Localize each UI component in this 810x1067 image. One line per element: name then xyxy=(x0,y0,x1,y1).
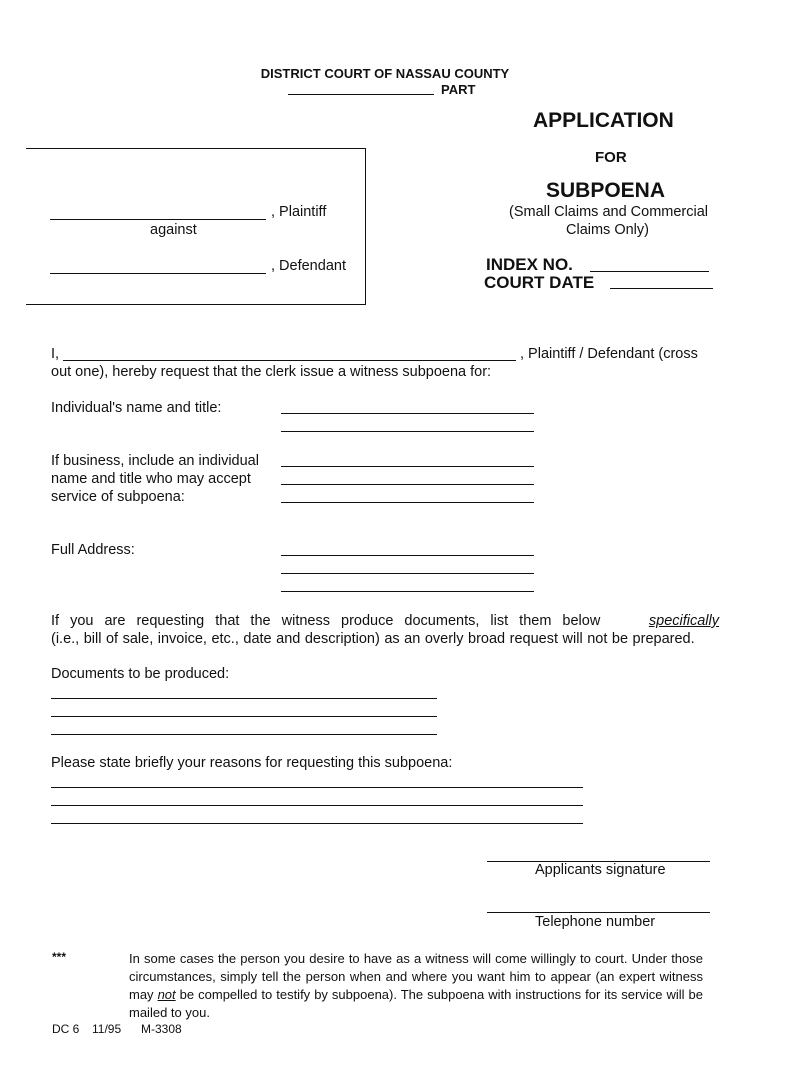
individual-label: Individual's name and title: xyxy=(51,400,222,416)
plaintiff-name-line[interactable] xyxy=(50,219,266,220)
reasons-line-3[interactable] xyxy=(51,823,583,824)
title-for: FOR xyxy=(595,149,627,166)
address-line-2[interactable] xyxy=(281,573,534,574)
plaintiff-label: , Plaintiff xyxy=(271,204,327,220)
footnote-text xyxy=(129,950,703,1022)
applicant-signature-label: Applicants signature xyxy=(535,862,666,878)
form-code: DC 6 xyxy=(52,1022,80,1036)
request-prefix: I, xyxy=(51,346,60,362)
title-scope-line1: (Small Claims and Commercial xyxy=(509,204,709,220)
individual-line-2[interactable] xyxy=(281,431,534,432)
address-line-3[interactable] xyxy=(281,591,534,592)
request-continuation: out one), hereby request that the clerk issue a witness subpoena for: xyxy=(51,364,492,380)
title-application: APPLICATION xyxy=(533,109,674,132)
footnote-marker: *** xyxy=(52,950,67,964)
address-label: Full Address: xyxy=(51,542,135,558)
reasons-line-1[interactable] xyxy=(51,787,583,788)
business-line-2[interactable] xyxy=(281,484,534,485)
specifically-emphasis: specifically xyxy=(648,613,719,629)
requester-name-line[interactable] xyxy=(63,360,516,361)
request-suffix: , Plaintiff / Defendant (cross xyxy=(520,346,698,362)
documents-instruction-line1 xyxy=(51,612,719,630)
not-emphasis: not xyxy=(157,987,176,1002)
documents-line-1[interactable] xyxy=(51,698,437,699)
reasons-line-2[interactable] xyxy=(51,805,583,806)
documents-label: Documents to be produced: xyxy=(51,666,230,682)
title-subpoena: SUBPOENA xyxy=(546,179,666,202)
address-line-1[interactable] xyxy=(281,555,534,556)
business-label-line1: If business, include an individual xyxy=(51,453,259,469)
documents-instruction xyxy=(51,612,719,648)
part-label: PART xyxy=(441,82,476,97)
form-number: M-3308 xyxy=(141,1022,182,1036)
documents-line-2[interactable] xyxy=(51,716,437,717)
individual-line-1[interactable] xyxy=(281,413,534,414)
telephone-line[interactable] xyxy=(487,912,710,913)
court-date-line[interactable] xyxy=(610,288,713,289)
form-date: 11/95 xyxy=(92,1022,122,1036)
part-blank-line[interactable] xyxy=(288,94,434,95)
against-label: against xyxy=(150,222,197,238)
index-no-label: INDEX NO. xyxy=(486,255,573,274)
defendant-label: , Defendant xyxy=(271,258,346,274)
documents-instruction-text: If you are requesting that the witness produce documents, list them below xyxy=(51,613,601,629)
documents-line-3[interactable] xyxy=(51,734,437,735)
footnote-text-b: be compelled to testify by subpoena). The subpoena with instructions for its service will be mailed to you. xyxy=(129,987,703,1020)
footnote-text-a: In some cases the person you desire to have as a witness will come willingly to court. Under those circumstances, simply tell the person when and where you want him to appear (an expert witness may xyxy=(129,951,703,1002)
title-scope-line2: Claims Only) xyxy=(566,222,649,238)
telephone-label: Telephone number xyxy=(535,914,656,930)
business-line-3[interactable] xyxy=(281,502,534,503)
business-label-line2: name and title who may accept xyxy=(51,471,251,487)
reasons-label: Please state briefly your reasons for requesting this subpoena: xyxy=(51,755,453,771)
index-no-line[interactable] xyxy=(590,271,709,272)
court-name: DISTRICT COURT OF NASSAU COUNTY xyxy=(260,66,510,81)
business-line-1[interactable] xyxy=(281,466,534,467)
defendant-name-line[interactable] xyxy=(50,273,266,274)
business-label-line3: service of subpoena: xyxy=(51,489,185,505)
documents-instruction-line2: (i.e., bill of sale, invoice, etc., date and description) as an overly broad request will not be prepared. xyxy=(51,631,695,647)
court-date-label: COURT DATE xyxy=(484,273,595,292)
